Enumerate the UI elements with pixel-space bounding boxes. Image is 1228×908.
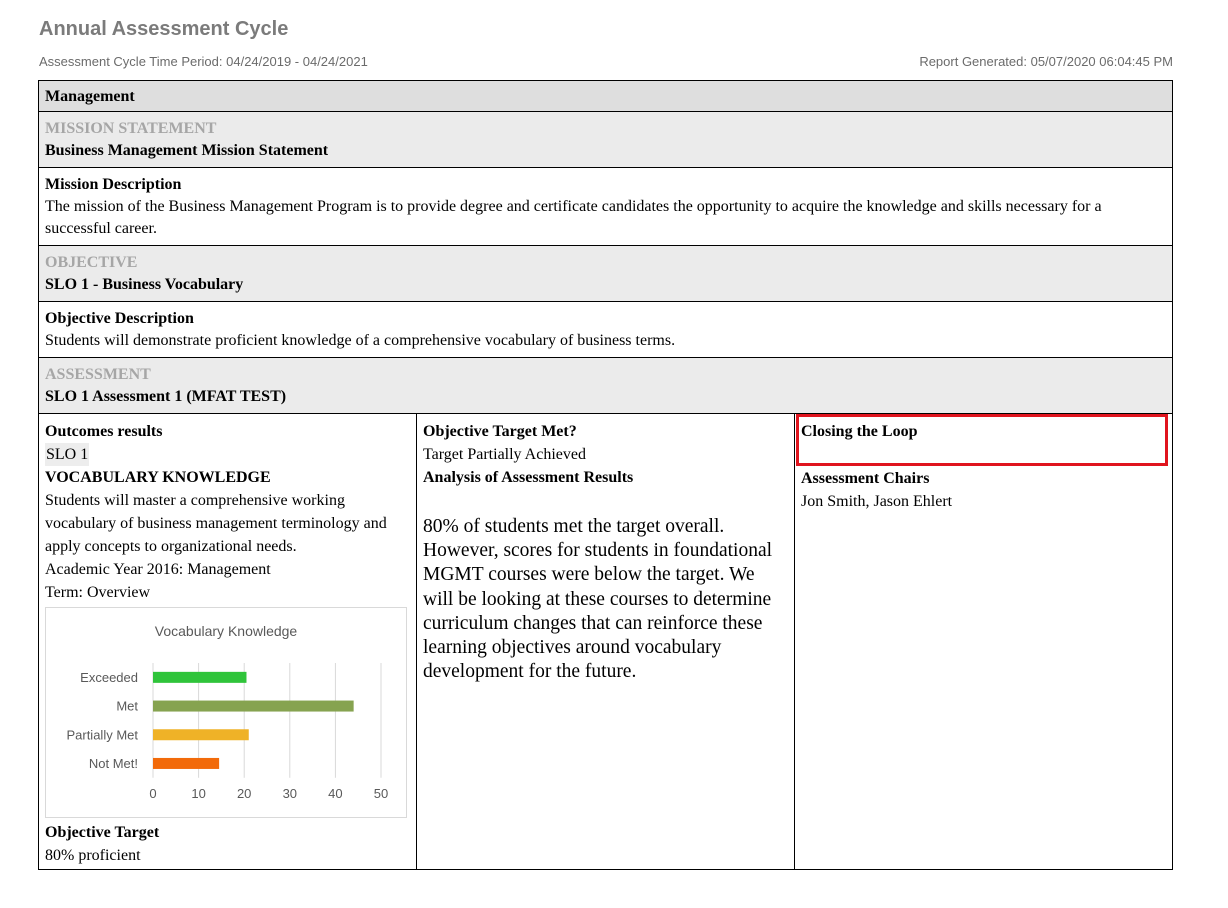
closing-the-loop-highlight [796,414,1168,466]
objective-description-label: Objective Description [45,310,194,327]
objective-label: OBJECTIVE [45,254,138,271]
assessment-section [39,358,1172,414]
mission-description-text: The mission of the Business Management Program is to provide degree and certificate candidates the opportunity to acquire the knowledge and skills necessary for a successful career. [45,198,1102,237]
assessment-chairs-names: Jon Smith, Jason Ehlert [801,493,953,510]
outcomes-results-label: Outcomes results [45,423,163,440]
assessment-chairs-label: Assessment Chairs [801,470,930,487]
category-label: Partially Met [66,727,138,743]
assessment-details [39,414,1172,869]
bar-exceeded [153,672,246,683]
term: Term: Overview [45,584,151,601]
objective-description-text: Students will demonstrate proficient knowledge of a comprehensive vocabulary of business terms. [45,332,676,349]
analysis-label: Analysis of Assessment Results [423,469,634,486]
academic-year: Academic Year 2016: Management [45,561,271,578]
x-tick-label: 30 [282,785,298,801]
vocabulary-chart [45,607,407,818]
objective-target-label: Objective Target [45,824,160,841]
chart-title: Vocabulary Knowledge [154,623,298,639]
closing-the-loop-label: Closing the Loop [801,423,918,440]
report-generated: Report Generated: 05/07/2020 06:04:45 PM [919,54,1173,69]
analysis-text: 80% of students met the target overall. However, scores for students in foundational MGMT courses were below the target. We will be looking at these courses to determine curriculum changes that can reinforce these learning objectives around vocabulary development for the future. [423,516,773,683]
closing-column [795,414,1172,869]
category-label: Not Met! [88,755,138,771]
chart-tick-labels [149,786,388,801]
cycle-time-period: Assessment Cycle Time Period: 04/24/2019 - 04/24/2021 [39,54,368,69]
chart-bars [153,672,354,769]
assessment-label: ASSESSMENT [45,366,151,383]
target-met-label: Objective Target Met? [423,423,577,440]
category-label: Met [116,698,138,714]
outcome-heading: VOCABULARY KNOWLEDGE [45,469,271,486]
bar-not-met [153,758,219,769]
chart-category-labels [66,670,138,771]
report-table [38,80,1173,870]
mission-statement-name: Business Management Mission Statement [45,142,329,159]
x-tick-label: 10 [191,785,206,801]
bar-partially-met [153,729,249,740]
assessment-name: SLO 1 Assessment 1 (MFAT TEST) [45,388,287,405]
x-tick-label: 40 [328,785,343,801]
objective-description-section [39,302,1172,358]
objective-name: SLO 1 - Business Vocabulary [45,276,244,293]
x-tick-label: 0 [149,785,157,801]
category-label: Exceeded [80,669,138,685]
bar-met [153,701,354,712]
objective-section [39,246,1172,302]
results-column [417,414,795,869]
mission-statement-section [39,112,1172,168]
slo-tag: SLO 1 [45,443,89,466]
outcome-description: Students will master a comprehensive working vocabulary of business management terminology and apply concepts to organizational needs. [45,492,387,555]
objective-target-value: 80% proficient [45,847,141,864]
mission-statement-label: MISSION STATEMENT [45,120,217,137]
x-tick-label: 20 [236,785,252,801]
x-tick-label: 50 [373,785,389,801]
outcomes-column [39,414,417,869]
report-title: Annual Assessment Cycle [39,18,289,40]
mission-description-label: Mission Description [45,176,182,193]
target-met-value: Target Partially Achieved [423,446,586,463]
unit-header: Management [39,81,1172,112]
mission-description-section [39,168,1172,246]
chart-canvas [46,608,406,817]
